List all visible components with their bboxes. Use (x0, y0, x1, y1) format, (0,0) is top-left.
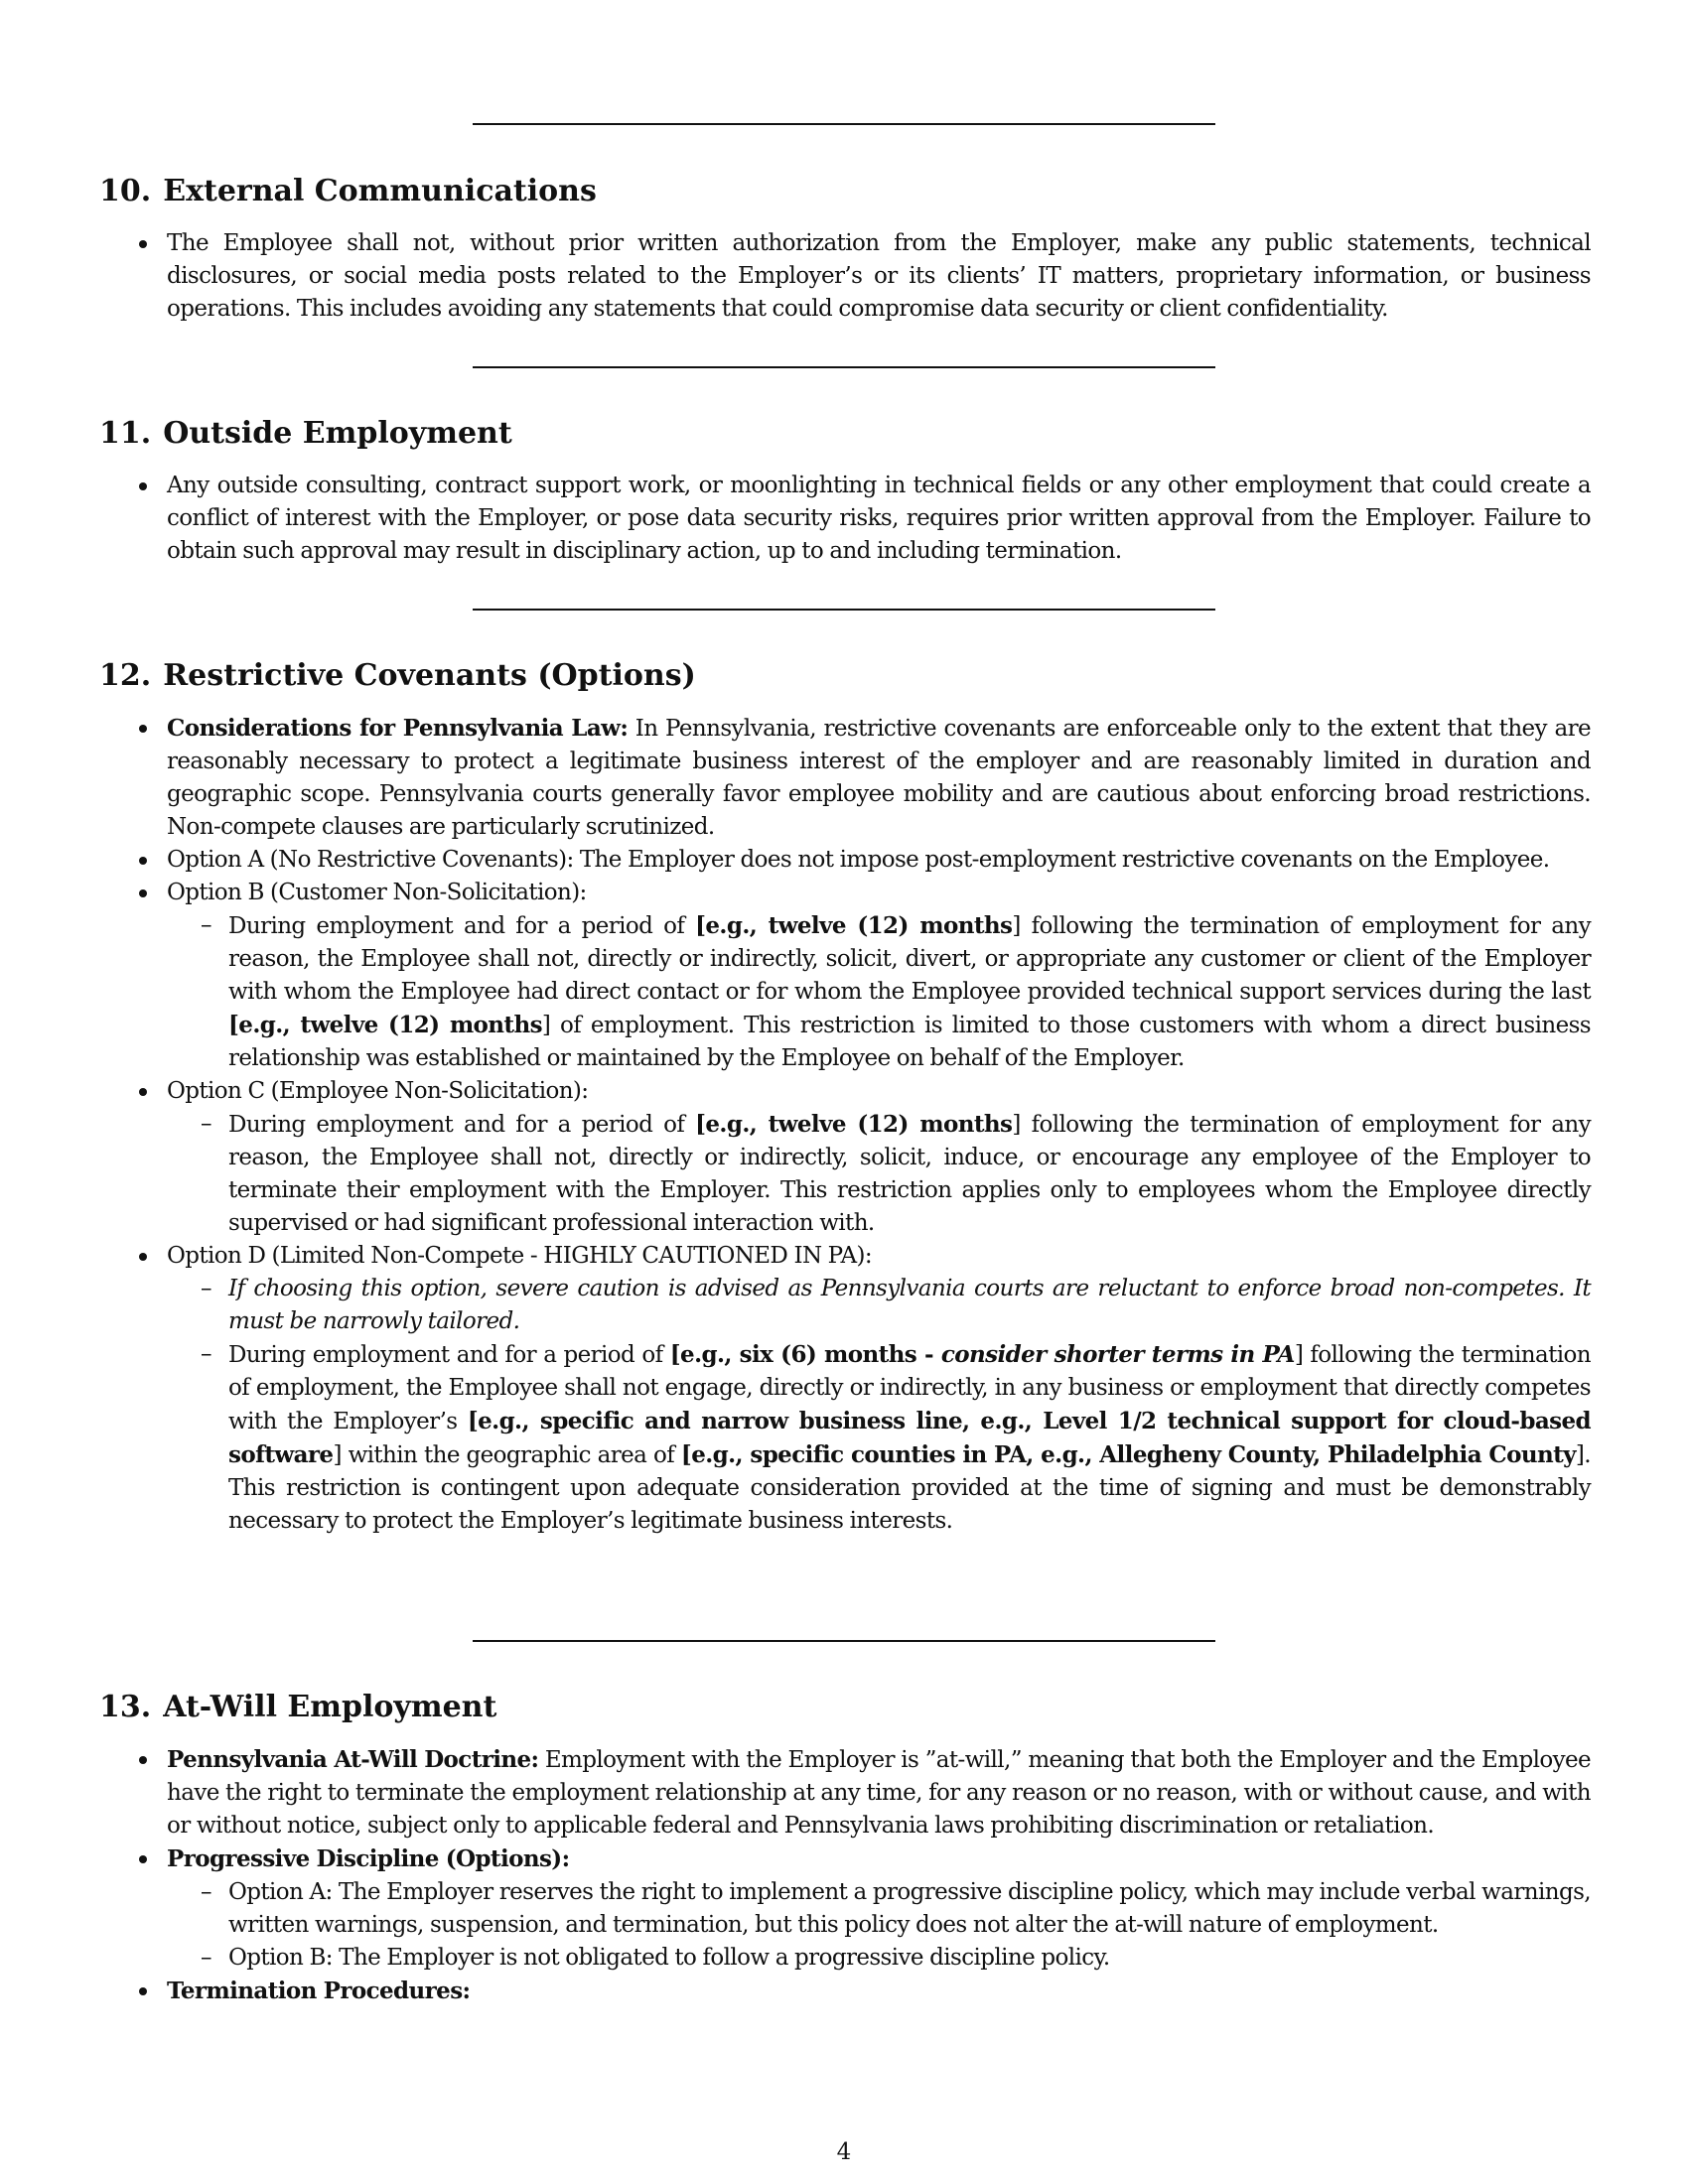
placeholder-text: [e.g., six (6) months - (669, 1341, 941, 1368)
sub-list-item (167, 1338, 1591, 1538)
option-a-text: Option A (No Restrictive Covenants): The Employer does not impose post-employment restrictive covenants on the Employee. (167, 847, 1550, 873)
doctrine-label: Pennsylvania At-Will Doctrine: (167, 1746, 539, 1773)
clause-text: ] following the termination of employment, the Employee shall not engage, directly or indirectly, in any business or employment that directly competes with the Employer’s (228, 1342, 1591, 1434)
dash-icon: – (201, 1341, 211, 1367)
placeholder-text: [e.g., specific and narrow business line, e.g., Level 1/2 technical support for cloud-based software (228, 1408, 1591, 1468)
section-13-list (99, 1743, 1591, 2008)
clause-text: During employment and for a period of (228, 1342, 670, 1368)
section-title: Outside Employment (163, 416, 512, 451)
option-d-label: Option D (Limited Non-Compete - HIGHLY CAUTIONED IN PA): (167, 1243, 872, 1269)
dash-icon: – (201, 1879, 211, 1905)
list-item (99, 1743, 1591, 1843)
section-heading-13 (99, 1690, 496, 1725)
considerations-label: Considerations for Pennsylvania Law: (167, 715, 629, 742)
sub-list-item (167, 1273, 1591, 1338)
section-divider (473, 1640, 1215, 1642)
list-item (99, 470, 1591, 568)
clause-text: During employment and for a period of (228, 913, 696, 939)
section-divider (473, 366, 1215, 368)
section-title: External Communications (163, 174, 597, 208)
placeholder-text: [e.g., twelve (12) months (695, 1111, 1013, 1138)
clause-text: ] following the termination of employment for any reason, the Employee shall not, directly or indirectly, solicit, divert, or appropriate any customer or client of the Employer with whom the Employee had direct contact or for whom the Employee provided technical support services during the last (228, 913, 1591, 1005)
list-item (99, 844, 1591, 877)
section-title: At-Will Employment (163, 1690, 497, 1724)
list-item (99, 1975, 1591, 2008)
dash-icon: – (201, 1945, 211, 1971)
dash-icon: – (201, 1276, 211, 1301)
section-title: Restrictive Covenants (Options) (163, 658, 696, 693)
section-divider (473, 123, 1215, 125)
dash-icon: – (201, 1111, 211, 1137)
section-11-list (99, 470, 1591, 568)
list-item (99, 1240, 1591, 1538)
section-number: 12. (99, 658, 152, 693)
section-heading-12 (99, 658, 696, 694)
placeholder-text: [e.g., twelve (12) months (228, 1012, 542, 1038)
item-text: Any outside consulting, contract support work, or moonlighting in technical fields or any other employment that could create a conflict of interest with the Employer, or pose data security risks, requires prior written approval from the Employer. Failure to obtain such approval may result in disciplinary action, up to and including termination. (167, 473, 1591, 564)
section-10-list (99, 227, 1591, 326)
discipline-label: Progressive Discipline (Options): (167, 1845, 570, 1872)
list-item (99, 877, 1591, 1075)
doctrine-text: Employment with the Employer is ”at-will,” meaning that both the Employer and the Employee have the right to terminate the employment relationship at any time, for any reason or no reason, with or without cause, and with or without notice, subject only to applicable federal and Pennsylvania laws prohibiting discrimination or retaliation. (167, 1747, 1591, 1839)
sub-list-item (167, 1108, 1591, 1240)
option-c-label: Option C (Employee Non-Solicitation): (167, 1078, 589, 1104)
clause-text: ] following the termination of employment for any reason, the Employee shall not, directly or indirectly, solicit, induce, or encourage any employee of the Employer to terminate their employment with the Employer. This restriction applies only to employees whom the Employee directly supervised or had significant professional interaction with. (228, 1112, 1591, 1236)
list-item (99, 712, 1591, 844)
sub-list-item (167, 1876, 1591, 1942)
item-text: The Employee shall not, without prior written authorization from the Employer, make any public statements, technical disclosures, or social media posts related to the Employer’s or its clients’ IT matters, proprietary information, or business operations. This includes avoiding any statements that could compromise data security or client confidentiality. (167, 230, 1591, 322)
discipline-option-a: Option A: The Employer reserves the right to implement a progressive discipline policy, which may include verbal warnings, written warnings, suspension, and termination, but this policy does not alter the at-will nature of employment. (228, 1879, 1591, 1938)
discipline-sublist (167, 1876, 1591, 1975)
section-number: 13. (99, 1690, 152, 1724)
sub-list-item (167, 1942, 1591, 1975)
caution-note: If choosing this option, severe caution is advised as Pennsylvania courts are reluctant to enforce broad non-competes. It must be narrowly tailored. (228, 1276, 1591, 1334)
termination-label: Termination Procedures: (167, 1978, 471, 2004)
dash-icon: – (201, 912, 211, 938)
section-heading-11 (99, 416, 512, 452)
option-c-sublist (167, 1108, 1591, 1240)
considerations-text: In Pennsylvania, restrictive covenants are enforceable only to the extent that they are reasonably necessary to protect a legitimate business interest of the employer and are reasonably limited in duration and geographic scope. Pennsylvania courts generally favor employee mobility and are cautious about enforcing broad restrictions. Non-compete clauses are particularly scrutinized. (167, 716, 1591, 840)
option-b-label: Option B (Customer Non-Solicitation): (167, 880, 587, 905)
list-item (99, 1075, 1591, 1240)
clause-text: ] of employment. This restriction is limited to those customers with whom a direct business relationship was established or maintained by the Employee on behalf of the Employer. (228, 1013, 1591, 1071)
list-item (99, 1843, 1591, 1975)
section-heading-10 (99, 174, 597, 209)
option-b-sublist (167, 909, 1591, 1075)
section-divider (473, 609, 1215, 611)
section-number: 10. (99, 174, 152, 208)
section-12-list (99, 712, 1591, 1538)
discipline-option-b: Option B: The Employer is not obligated to follow a progressive discipline policy. (228, 1945, 1110, 1971)
section-number: 11. (99, 416, 152, 451)
placeholder-text: [e.g., specific counties in PA, e.g., Allegheny County, Philadelphia County (680, 1441, 1576, 1468)
placeholder-text: [e.g., twelve (12) months (695, 912, 1013, 939)
clause-text: ]. This restriction is contingent upon adequate consideration provided at the time of signing and must be demonstrably necessary to protect the Employer’s legitimate business interests. (228, 1442, 1591, 1534)
option-d-sublist (167, 1273, 1591, 1538)
list-item (99, 227, 1591, 326)
placeholder-emphasis: consider shorter terms in PA (940, 1341, 1295, 1368)
sub-list-item (167, 909, 1591, 1075)
clause-text: ] within the geographic area of (333, 1442, 681, 1468)
clause-text: During employment and for a period of (228, 1112, 696, 1138)
page-number: 4 (836, 2139, 852, 2165)
